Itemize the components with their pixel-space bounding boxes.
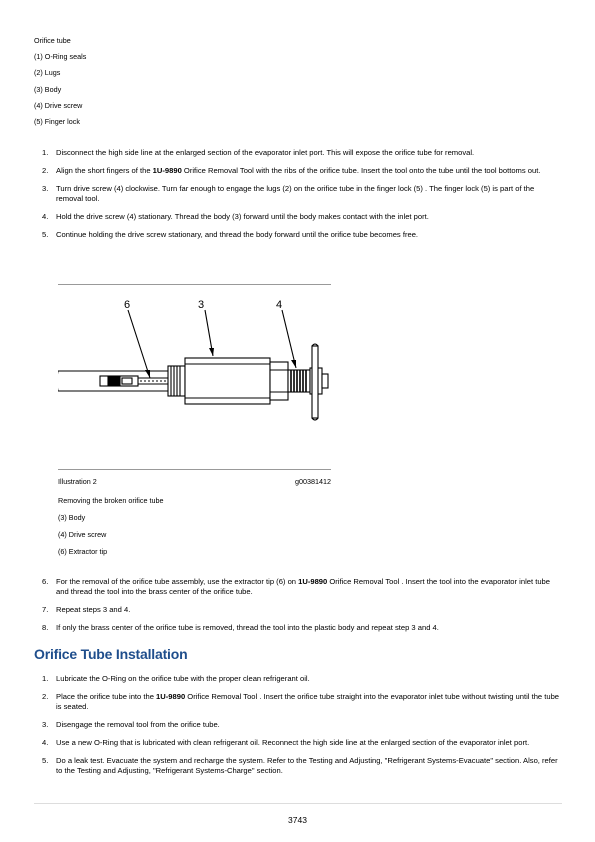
callout-3: 3 — [198, 299, 205, 311]
step-number: 2. — [42, 166, 49, 176]
illustration-id: g00381412 — [295, 477, 331, 486]
step-text: Disengage the removal tool from the orifice tube. — [56, 719, 220, 729]
step-item — [34, 166, 562, 176]
step-number: 4. — [42, 737, 49, 747]
orifice-removal-tool-illustration — [58, 296, 331, 466]
step-number: 6. — [42, 577, 49, 586]
figure-legend — [58, 496, 163, 564]
step-item — [34, 230, 562, 240]
step-number: 1. — [42, 674, 49, 683]
step-text: Orifice Removal Tool with the ribs of the orifice tube. Insert the tool onto the tube until the tool bottoms out. — [181, 166, 541, 176]
legend-item: (6) Extractor tip — [58, 547, 108, 556]
illustration-caption-row — [58, 477, 331, 486]
part-number: 1U-9890 — [156, 692, 186, 702]
legend-item: (4) Drive screw — [58, 530, 107, 539]
orifice-tube-legend — [34, 36, 86, 133]
step-text: For the removal of the orifice tube assembly, use the extractor tip (6) on — [56, 577, 299, 586]
figure-top-rule — [58, 284, 331, 285]
step-text: Disconnect the high side line at the enlarged section of the evaporator inlet port. This will expose the orifice tube for removal. — [56, 148, 475, 157]
step-text: Hold the drive screw (4) stationary. Thread the body (3) forward until the body makes contact with the inlet port. — [56, 211, 429, 221]
step-item — [34, 674, 562, 684]
step-number: 3. — [42, 719, 49, 729]
step-text: Do a leak test. Evacuate the system and recharge the system. Refer to the Testing and Adjusting, "Refrigerant Systems-Evacuate" section. Also, refer to the Testing and Adjusting, "Refrigerant Systems-Charge" section. — [56, 755, 558, 775]
legend-item: (3) Body — [34, 84, 62, 94]
step-text: Orifice Removal Tool . Insert the tool into the evaporator inlet tube and thread the tool into the brass center of the orifice tube. — [56, 577, 550, 596]
step-item — [34, 184, 562, 203]
section-heading: Orifice Tube Installation — [34, 646, 188, 662]
part-number: 1U-9890 — [298, 577, 328, 586]
step-number: 1. — [42, 148, 49, 157]
step-number: 3. — [42, 184, 49, 194]
step-item — [34, 605, 562, 615]
figure-caption: Removing the broken orifice tube — [58, 496, 164, 505]
step-number: 8. — [42, 622, 49, 632]
legend-item: (3) Body — [58, 513, 86, 522]
step-number: 2. — [42, 692, 49, 702]
step-item — [34, 577, 562, 596]
step-number: 7. — [42, 604, 49, 614]
step-text: Turn drive screw (4) clockwise. Turn far enough to engage the lugs (2) on the orifice tube in the finger lock (5) . The finger lock (5) is part of the removal tool. — [56, 184, 535, 203]
legend-item: (4) Drive screw — [34, 100, 83, 110]
legend-item: (1) O-Ring seals — [34, 52, 87, 62]
step-text: Align the short fingers of the — [56, 166, 153, 176]
step-text: Continue holding the drive screw stationary, and thread the body forward until the orifice tube becomes free. — [56, 229, 419, 239]
step-text: Lubricate the O-Ring on the orifice tube with the proper clean refrigerant oil. — [56, 674, 310, 683]
footer-rule — [34, 803, 562, 804]
step-item — [34, 756, 562, 775]
step-number: 5. — [42, 229, 49, 239]
page-number: 3743 — [288, 815, 307, 825]
callout-4: 4 — [276, 299, 283, 311]
legend-item: (5) Finger lock — [34, 116, 80, 126]
step-item — [34, 623, 562, 633]
step-number: 4. — [42, 211, 49, 221]
removal-steps-list — [34, 148, 562, 248]
step-item — [34, 148, 562, 158]
broken-tube-steps-list — [34, 577, 562, 641]
legend-title: Orifice tube — [34, 36, 71, 45]
installation-steps-list — [34, 674, 562, 784]
step-text: If only the brass center of the orifice tube is removed, thread the tool into the plastic body and repeat step 3 and 4. — [56, 622, 439, 632]
step-item — [34, 720, 562, 730]
step-text: Orifice Removal Tool . Insert the orifice tube straight into the evaporator inlet tube without twisting until the tube is seated. — [56, 692, 560, 711]
step-number: 5. — [42, 755, 49, 765]
illustration-label: Illustration 2 — [58, 477, 97, 486]
step-item — [34, 692, 562, 711]
part-number: 1U-9890 — [152, 166, 182, 176]
legend-item: (2) Lugs — [34, 68, 61, 78]
step-item — [34, 738, 562, 748]
step-item — [34, 212, 562, 222]
callout-6: 6 — [124, 299, 131, 311]
step-text: Use a new O-Ring that is lubricated with clean refrigerant oil. Reconnect the high side line at the enlarged section of the evaporator inlet port. — [56, 737, 530, 747]
figure-bottom-rule — [58, 469, 331, 470]
step-text: Place the orifice tube into the — [56, 692, 157, 702]
step-text: Repeat steps 3 and 4. — [56, 604, 131, 614]
